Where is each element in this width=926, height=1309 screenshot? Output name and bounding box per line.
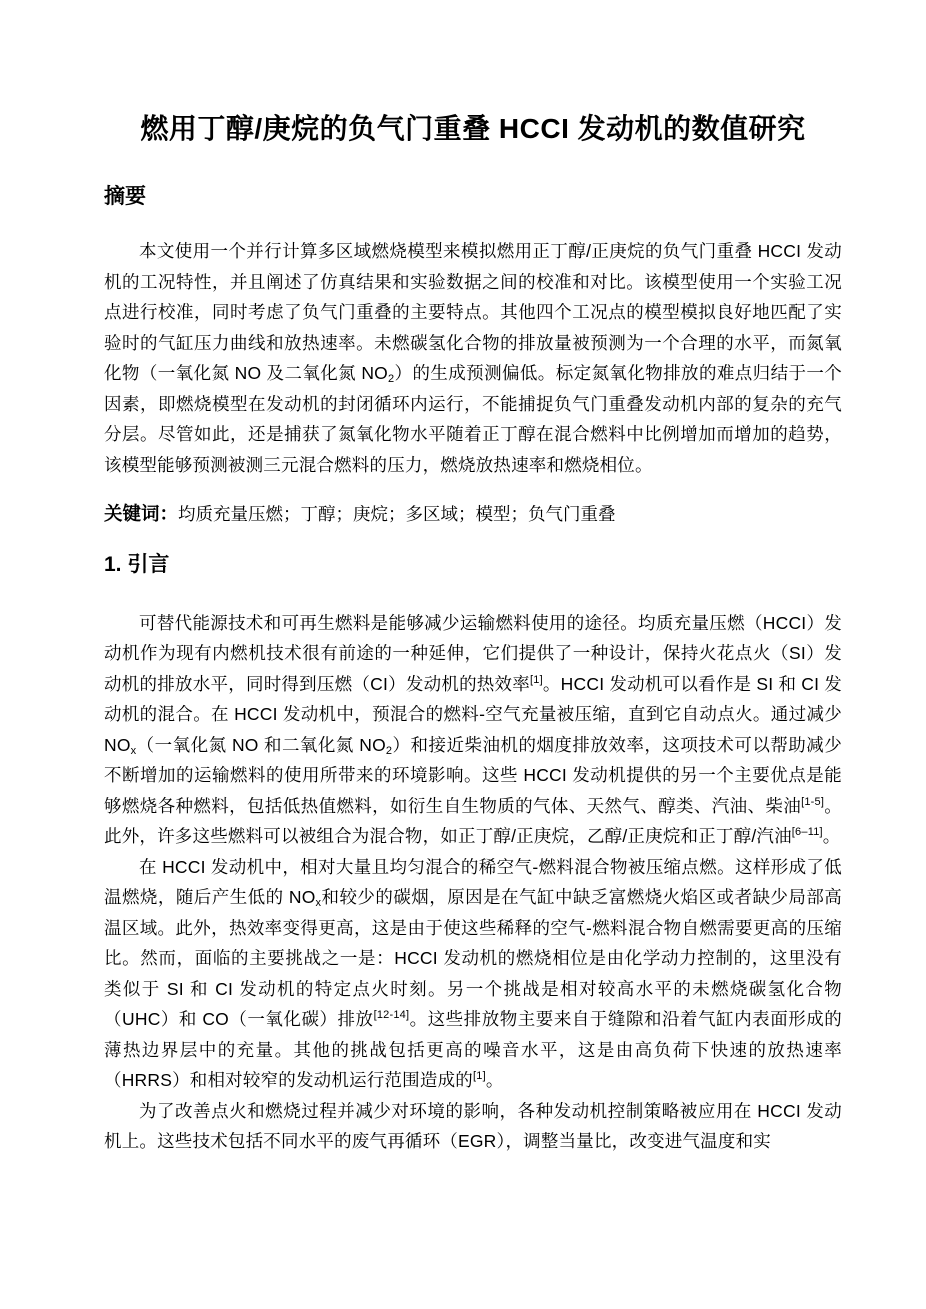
section-1-heading: 1. 引言	[104, 552, 170, 576]
keywords-label: 关键词：	[104, 503, 179, 524]
keywords-line	[104, 499, 842, 530]
intro-paragraph-3: 为了改善点火和燃烧过程并减少对环境的影响，各种发动机控制策略被应用在 HCCI 发动机上。这些技术包括不同水平的废气再循环（EGR），调整当量比，改变进气温度和实	[104, 1100, 842, 1151]
document-title: 燃用丁醇/庚烷的负气门重叠 HCCI 发动机的数值研究	[140, 113, 806, 144]
abstract-paragraph: 本文使用一个并行计算多区域燃烧模型来模拟燃用正丁醇/正庚烷的负气门重叠 HCCI 发动机的工况特性，并且阐述了仿真结果和实验数据之间的校准和对比。该模型使用一个实验工况点进行校准，同时考虑了负气门重叠的主要特点。其他四个工况点的模型模拟良好地匹配了实验时的气缸压力曲线和放热速率。未燃碳氢化合物的排放量被预测为一个合理的水平，而氮氧化物（一氧化氮 NO 及二氧化氮 $NO_2$）的生成预测偏低。标定氮氧化物排放的难点归结于一个因素，即燃烧模型在发动机的封闭循环内运行，不能捕捉负气门重叠发动机内部的复杂的充气分层。尽管如此，还是捕获了氮氧化物水平随着正丁醇在混合燃料中比例增加而增加的趋势，该模型能够预测被测三元混合燃料的压力，燃烧放热速率和燃烧相位。	[104, 241, 843, 475]
keywords-text: 均质充量压燃；丁醇；庚烷；多区域；模型；负气门重叠	[178, 504, 616, 524]
abstract-heading: 摘要	[104, 185, 146, 208]
intro-paragraph-1: 可替代能源技术和可再生燃料是能够减少运输燃料使用的途径。均质充量压燃（HCCI）发动机作为现有内燃机技术很有前途的一种延伸，它们提供了一种设计，保持火花点火（SI）发动机的排放水平，同时得到压燃（CI）发动机的热效率[1]。HCCI 发动机可以看作是 SI 和 CI 发动机的混合。在 HCCI 发动机中，预混合的燃料-空气充量被压缩，直到它自动点火。通过减少 $NO_x$（一氧化氮 NO 和二氧化氮 $NO_2$）和接近柴油机的烟度排放效率，这项技术可以帮助减少不断增加的运输燃料的使用所带来的环境影响。这些 HCCI 发动机提供的另一个主要优点是能够燃烧各种燃料，包括低热值燃料，如衍生自生物质的气体、天然气、醇类、汽油、柴油[1-5]。此外，许多这些燃料可以被组合为混合物，如正丁醇/正庚烷，乙醇/正庚烷和正丁醇/汽油[6–11]。	[104, 612, 843, 846]
intro-paragraph-2: 在 HCCI 发动机中，相对大量且均匀混合的稀空气-燃料混合物被压缩点燃。这样形成了低温燃烧，随后产生低的 $NO_x$和较少的碳烟，原因是在气缸中缺乏富燃烧火焰区或者缺少局部高温区域。此外，热效率变得更高，这是由于使这些稀释的空气-燃料混合物自燃需要更高的压缩比。然而，面临的主要挑战之一是：HCCI 发动机的燃烧相位是由化学动力控制的，这里没有类似于 SI 和 CI 发动机的特定点火时刻。另一个挑战是相对较高水平的未燃烧碳氢化合物（UHC）和 CO（一氧化碳）排放[12-14]。这些排放物主要来自于缝隙和沿着气缸内表面形成的薄热边界层中的充量。其他的挑战包括更高的噪音水平，这是由高负荷下快速的放热速率（HRRS）和相对较窄的发动机运行范围造成的[1]。	[104, 856, 842, 1090]
